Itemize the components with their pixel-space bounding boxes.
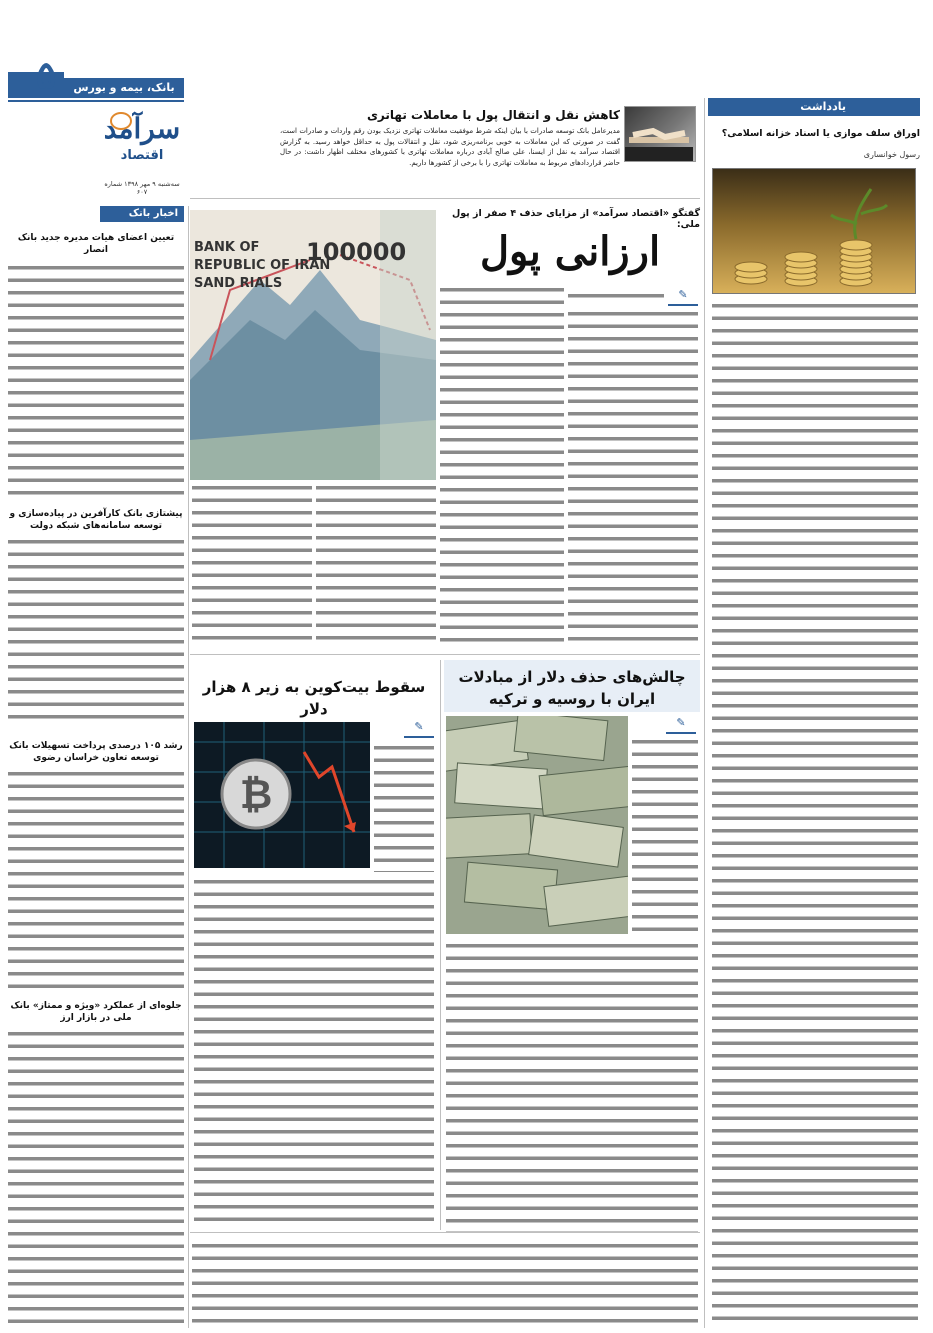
source-mark-2: ✎ <box>666 716 696 734</box>
story-bitcoin-title: سقوط بیت‌کوین به زیر ۸ هزار دلار <box>202 678 426 718</box>
logo-main: سرآمد <box>103 112 181 145</box>
banknotes-icon <box>446 716 628 934</box>
brief-4-title: جلوه‌ای از عملکرد «ویژه و ممتاز» بانک ملی در بازار ارز <box>10 1001 182 1023</box>
page-number: ۵ <box>36 52 57 97</box>
top-story <box>190 104 700 196</box>
memo-tag: یادداشت <box>708 98 920 116</box>
memo-body <box>712 300 918 1328</box>
source-mark-3: ✎ <box>404 720 434 738</box>
banknote-unit: SAND RIALS <box>194 276 283 291</box>
feature-title: ارزانی پول <box>479 228 661 275</box>
banknote-bank: BANK OF <box>194 240 260 255</box>
memo-title: اوراق سلف موازی یا اسناد خزانه اسلامی؟ <box>721 128 920 139</box>
brief-1-title: تعیین اعضای هیات مدیره جدید بانک انصار <box>17 233 175 255</box>
feature-col-right <box>568 290 664 306</box>
source-mark-1: ✎ <box>668 288 698 306</box>
dollar-photo <box>446 716 628 934</box>
banknote-country: REPUBLIC OF IRAN <box>194 258 331 273</box>
top-story-lead: مدیرعامل بانک توسعه صادرات با بیان اینکه شرط موفقیت معاملات تهاتری نزدیک بودن رقم واردات و صادرات است، گفت در صورتی که این معاملات به خوبی برنامه‌ریزی شود، نقل و انتقالات پول به حداقل خواهد رسید. به گزارش اقتصاد سرآمد به نقل از ایسنا، علی صالح آبادی درباره معاملات تهاتری با کشورهای مختلف اظهار داشت: در حال حاضر قراردادهای مربوط به معاملات تهاتری را با برخی از کشورها داریم. <box>280 127 620 167</box>
feature-kicker: گفتگو «اقتصاد سرآمد» از مزایای حذف ۴ صفر از پول ملی: <box>451 208 700 230</box>
top-story-title: کاهش نقل و انتقال پول با معاملات تهاتری <box>366 108 620 122</box>
date-line: سه‌شنبه ۹ مهر ۱۳۹۸ شماره ۶۰۷ <box>104 180 180 196</box>
section-bar: بانک، بیمه و بورس <box>64 78 184 98</box>
brief-3-title: رشد ۱۰۵ درصدی پرداخت تسهیلات بانک توسعه تعاون خراسان رضوی <box>9 741 183 763</box>
bitcoin-icon <box>194 722 370 868</box>
memo-author: رسول خوانساری <box>863 150 920 159</box>
briefs-tag: اخبار بانک <box>100 206 184 222</box>
logo-emblem <box>110 112 132 130</box>
logo-sub: اقتصاد <box>120 148 164 163</box>
bitcoin-photo <box>194 722 370 868</box>
banknote-photo <box>190 210 436 480</box>
brief-2-title: پیشتازی بانک کارآفرین در پیاده‌سازی و توسعه سامانه‌های شبکه دولت <box>9 509 183 531</box>
handshake-photo <box>624 106 696 162</box>
svg-text:₿: ₿ <box>239 772 273 818</box>
handshake-icon <box>623 107 695 163</box>
coins-photo <box>712 168 916 294</box>
banknote-amount: 100000 <box>306 238 407 266</box>
coins-icon <box>711 169 915 295</box>
story-dollar-title: چالش‌های حذف دلار از مبادلات ایران با روسیه و ترکیه <box>458 668 686 708</box>
